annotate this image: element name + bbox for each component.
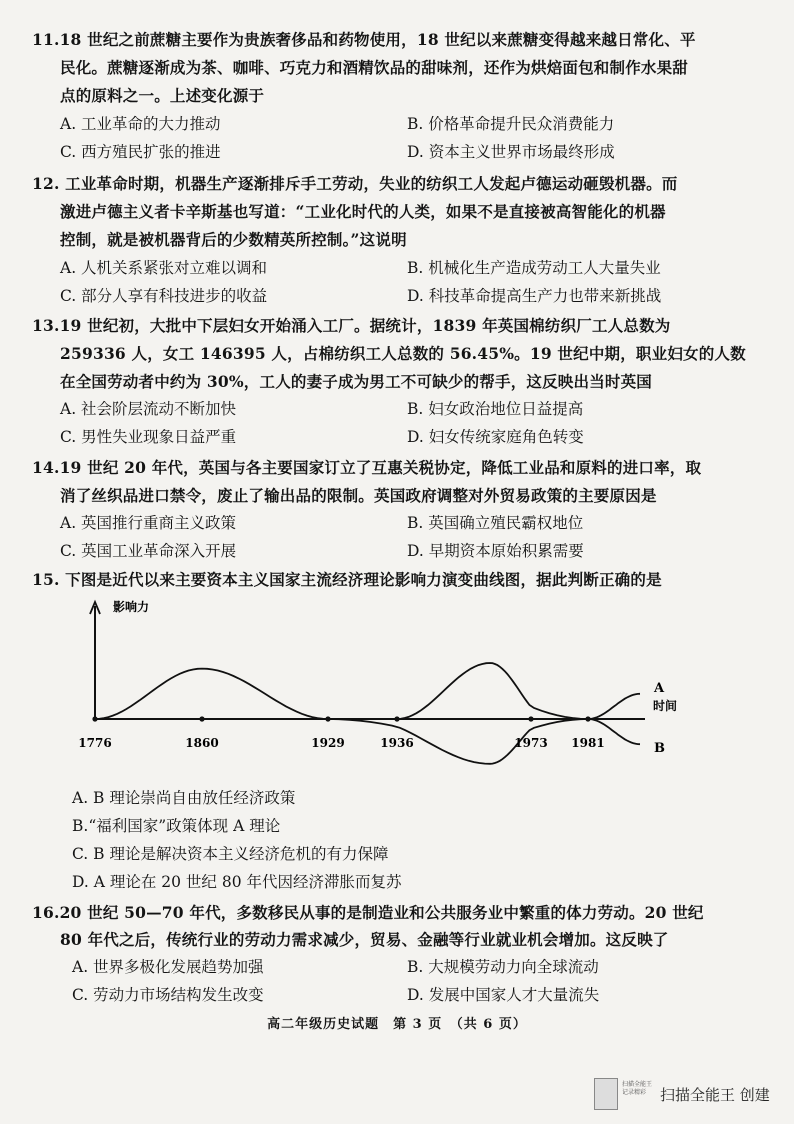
q14-line-2: 消了丝织品进口禁令，废止了输出品的限制。英国政府调整对外贸易政策的主要原因是 [60, 486, 657, 505]
q13-option-b: B. 妇女政治地位日益提高 [407, 400, 584, 418]
x-tick-dot-1936 [394, 716, 399, 721]
q13-option-d: D. 妇女传统家庭角色转变 [407, 428, 584, 446]
q11-line-2: 民化。蔗糖逐渐成为茶、咖啡、巧克力和酒精饮品的甜味剂，还作为烘焙面包和制作水果甜 [60, 58, 689, 77]
q12-option-c: C. 部分人享有科技进步的收益 [60, 287, 268, 305]
x-tick-label-1776: 1776 [78, 736, 112, 750]
series-a-label: A [654, 680, 665, 696]
scanner-mini-text: 扫描全能王 记录精彩 [622, 1081, 653, 1096]
scanner-logo-icon [594, 1078, 618, 1110]
chart-axes [90, 602, 645, 719]
x-tick-label-1860: 1860 [185, 736, 219, 750]
x-tick-label-1973: 1973 [514, 736, 548, 750]
series-b-label: B [654, 741, 665, 757]
scanner-stamp-text: 扫描全能王 创建 [660, 1085, 770, 1104]
q13-line-3: 在全国劳动者中约为 30%，工人的妻子成为男工不可缺少的帮手，这反映出当时英国 [60, 372, 652, 391]
q14-line-1: 14.19 世纪 20 年代，英国与各主要国家订立了互惠关税协定，降低工业品和原料的进口率，取 [32, 458, 702, 477]
x-tick-label-1936: 1936 [380, 736, 414, 750]
q14-option-a: A. 英国推行重商主义政策 [60, 514, 237, 532]
q16-option-c: C. 劳动力市场结构发生改变 [72, 986, 264, 1004]
q15-line-1: 15. 下图是近代以来主要资本主义国家主流经济理论影响力演变曲线图，据此判断正确的是 [32, 570, 662, 589]
influence-curve-chart [0, 592, 794, 768]
q16-option-b: B. 大规模劳动力向全球流动 [407, 958, 599, 976]
q13-line-1: 13.19 世纪初，大批中下层妇女开始涌入工厂。据统计，1839 年英国棉纺织厂工人总数为 [32, 316, 671, 335]
scanner-watermark [594, 1076, 774, 1112]
x-tick-dot-1860 [199, 716, 204, 721]
x-tick-dot-1981 [585, 716, 590, 721]
q11-option-a: A. 工业革命的大力推动 [60, 115, 221, 133]
chart-y-label: 影响力 [113, 600, 150, 614]
q12-line-3: 控制，就是被机器背后的少数精英所控制。”这说明 [60, 230, 407, 249]
q12-option-d: D. 科技革命提高生产力也带来新挑战 [407, 287, 662, 305]
q16-option-d: D. 发展中国家人才大量流失 [407, 986, 600, 1004]
chart-x-label: 时间 [653, 699, 678, 713]
q16-line-1: 16.20 世纪 50—70 年代，多数移民从事的是制造业和公共服务业中繁重的体力劳动。20 世纪 [32, 903, 704, 922]
q15-option-b: B.“福利国家”政策体现 A 理论 [72, 817, 281, 835]
x-tick-label-1929: 1929 [311, 736, 345, 750]
q11-option-d: D. 资本主义世界市场最终形成 [407, 143, 615, 161]
q16-option-a: A. 世界多极化发展趋势加强 [72, 958, 264, 976]
x-tick-dot-1973 [528, 716, 533, 721]
q13-option-c: C. 男性失业现象日益严重 [60, 428, 237, 446]
q11-line-1: 11.18 世纪之前蔗糖主要作为贵族奢侈品和药物使用，18 世纪以来蔗糖变得越来越日常化、平 [32, 30, 696, 49]
q11-line-3: 点的原料之一。上述变化源于 [60, 86, 265, 105]
q11-option-c: C. 西方殖民扩张的推进 [60, 143, 221, 161]
q15-option-a: A. B 理论崇尚自由放任经济政策 [72, 789, 296, 807]
q14-option-b: B. 英国确立殖民霸权地位 [407, 514, 584, 532]
q12-line-1: 12. 工业革命时期，机器生产逐渐排斥手工劳动，失业的纺织工人发起卢德运动砸毁机器。而 [32, 174, 678, 193]
q13-option-a: A. 社会阶层流动不断加快 [60, 400, 237, 418]
x-tick-dot-1929 [325, 716, 330, 721]
q15-option-c: C. B 理论是解决资本主义经济危机的有力保障 [72, 845, 389, 863]
q14-option-c: C. 英国工业革命深入开展 [60, 542, 237, 560]
q13-line-2: 259336 人，女工 146395 人，占棉纺织工人总数的 56.45%。19 世纪中期，职业妇女的人数 [60, 344, 746, 363]
q12-option-a: A. 人机关系紧张对立难以调和 [60, 259, 268, 277]
page-footer: 高二年级历史试题 第 3 页 （共 6 页） [267, 1017, 527, 1032]
series-b-line [397, 663, 640, 744]
q12-line-2: 激进卢德主义者卡辛斯基也写道：“工业化时代的人类，如果不是直接被高智能化的机器 [60, 202, 666, 221]
q11-option-b: B. 价格革命提升民众消费能力 [407, 115, 615, 133]
q15-option-d: D. A 理论在 20 世纪 80 年代因经济滞胀而复苏 [72, 873, 402, 891]
q12-option-b: B. 机械化生产造成劳动工人大量失业 [407, 259, 661, 277]
q14-option-d: D. 早期资本原始积累需要 [407, 542, 584, 560]
q16-line-2: 80 年代之后，传统行业的劳动力需求减少，贸易、金融等行业就业机会增加。这反映了 [60, 930, 669, 949]
x-tick-label-1981: 1981 [571, 736, 605, 750]
x-tick-dot-1776 [92, 716, 97, 721]
